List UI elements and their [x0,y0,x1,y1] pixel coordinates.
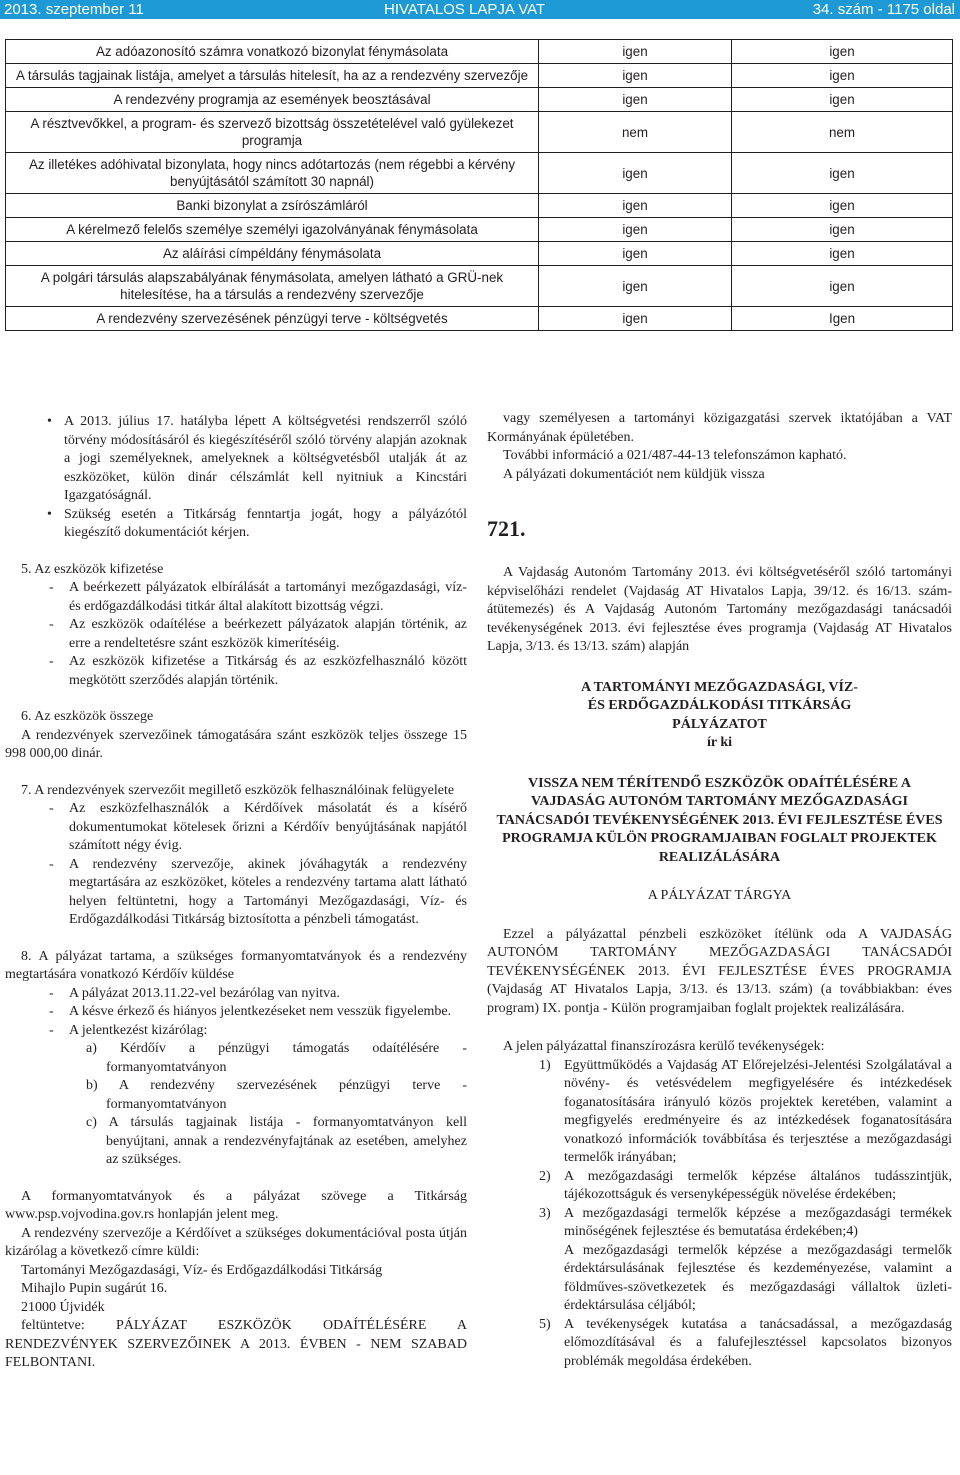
list-item-text: Együttműködés a Vajdaság AT Előrejelzési-Jelentési Szolgálatával a növény- és vetésvédelem megfigyelésére és intézkedések foganatosítására irányuló közös projektek keretében, valamint a megfigyelés eredményeire és az intézkedések foganatosítására vonatkozó információk továbbítása és terjesztése a mezőgazdasági termelők irányában; [564,1057,952,1165]
list-item-text: A tevékenységek kutatása a tanácsadással, a mezőgazdaság előmozdításával és a falufejlesztéssel kapcsolatos bizonyos problémák megoldása érdekében. [564,1316,952,1369]
address-line: 21000 Újvidék [21,1299,105,1315]
decision-number: 721. [487,516,526,541]
issuer-line: PÁLYÁZATOT [672,716,767,732]
section-heading-subject: A PÁLYÁZAT TÁRGYA [647,888,792,903]
paragraph: A rendezvények szervezőinek támogatására szánt eszközök teljes összege 15 998 000,00 dinár. [5,727,467,761]
list-item: - A rendezvény szervezője, akinek jóváhagyták a rendezvény megtartására az eszközöket, köteles a rendezvény tartama alatt látható helyen feltüntetni, hogy a Tartományi Mezőgazdasági, Víz- és Erdőgazdálkodási Titkárság biztosította a pénzbeli támogatást. [5,856,467,930]
list-item-text: A mezőgazdasági termelők képzése általános tudásszintjük, tájékozottságuk és versenyképességük növelése érdekében; [564,1168,952,1202]
issuer-block [487,679,952,753]
table-cell-value: igen [732,218,953,242]
table-cell-document: A rendezvény szervezésének pénzügyi terve - költségvetés [6,307,539,331]
section-heading-8: 8. A pályázat tartama, a szükséges formanyomtatványok és a rendezvény megtartására vonatkozó Kérdőív küldése [5,948,467,982]
section-heading-7: 7. A rendezvények szervezőit megillető eszközök felhasználóinak felügyelete [21,782,455,798]
paragraph: További információ a 021/487-44-13 telefonszámon kapható. [503,448,847,463]
table-row [6,307,953,331]
list-item: - A beérkezett pályázatok elbírálását a tartományi mezőgazdasági, víz- és erdőgazdálkodási titkár által alakított bizottság végzi. [5,579,467,616]
table-row [6,88,953,112]
table-row [6,218,953,242]
table-row [6,112,953,153]
list-item [487,1205,952,1242]
table-cell-value: Igen [732,307,953,331]
table-cell-value: igen [539,40,732,64]
header-issue: 34. szám - 1175 oldal [812,1,955,18]
section-heading-5: 5. Az eszközök kifizetése [21,561,164,577]
list-item [487,1316,952,1372]
table-row [6,153,953,194]
list-item-text: A mezőgazdasági termelők képzése a mezőgazdasági termékek minőségének fejlesztése és bemutatása érdekében;4) [564,1205,952,1239]
table-cell-value: nem [539,112,732,153]
table-cell-document: Az illetékes adóhivatal bizonylata, hogy nincs adótartozás (nem régebbi a kérvény benyújtásától számított 30 napnál) [6,153,539,194]
table-cell-document: Az adóazonosító számra vonatkozó bizonylat fénymásolata [6,40,539,64]
list-item-number: 1) [539,1057,551,1073]
table-row [6,40,953,64]
list-item-text: A mezőgazdasági termelők képzése a mezőgazdasági termelők érdektársulásának fejlesztése és kezdeményezése, valamint a földműves-szövetkezetek és mezőgazdasági vállaltok üzleti-érdektársulása céljából; [564,1242,952,1313]
list-item: - Az eszközfelhasználók a Kérdőívek másolatát és a kísérő dokumentumokat kötelesek őrizni a Kérdőív benyújtásának napjától számított négy évig. [5,800,467,856]
table-cell-value: igen [539,218,732,242]
table-cell-value: igen [539,153,732,194]
table-cell-value: igen [539,88,732,112]
paragraph: A formanyomtatványok és a pályázat szövege a Titkárság www.psp.vojvodina.gov.rs honlapján jelent meg. [5,1188,467,1222]
paragraph: Ezzel a pályázattal pénzbeli eszközöket ítélünk oda A VAJDASÁG AUTONÓM TARTOMÁNY MEZŐGAZDASÁGI TANÁCSADÓI TEVÉKENYSÉGÉNEK 2013. ÉVI FEJLESZTÉSE ÉVES PROGRAMJA (Vajdaság AT Hivatalos Lapja, 3/13. és 13/13. szám) (a továbbiakban: éves program) IX. pontja - Külön programjaiban foglalt projektek realizálására. [487,926,952,1016]
requirements-table [5,39,953,331]
header-date: 2013. szeptember 11 [4,1,144,18]
section-heading-6: 6. Az eszközök összege [21,709,154,724]
table-cell-document: Az aláírási címpéldány fénymásolata [6,242,539,266]
list-item [487,1168,952,1205]
list-item: - A jelentkezést kizárólag: [5,1022,467,1041]
paragraph: A jelen pályázattal finanszírozásra kerülő tevékenységek: [503,1039,825,1054]
list-item-number: 5) [539,1316,551,1332]
list-item: - A pályázat 2013.11.22-vel bezárólag van nyitva. [5,985,467,1004]
paragraph: A rendezvény szervezője a Kérdőívet a szükséges dokumentációval posta útján kizárólag a következő címre küldi: [5,1225,467,1259]
table-cell-value: igen [732,40,953,64]
sub-list-item: b) A rendezvény szervezésének pénzügyi terve - formanyomtatványon [86,1078,467,1112]
address-line: Mihajlo Pupin sugárút 16. [21,1281,168,1296]
page-header [0,0,960,19]
bullet-item: • Szükség esetén a Titkárság fenntartja jogát, hogy a pályázótól kiegészítő dokumentációt kérjen. [5,506,467,543]
table-cell-document: A rendezvény programja az események beosztásával [6,88,539,112]
list-item-number: 3) [539,1205,551,1221]
list-item: - Az eszközök kifizetése a Titkárság és az eszközfelhasználó között megkötött szerződés alapján történik. [5,653,467,690]
paragraph: feltüntetve: PÁLYÁZAT ESZKÖZÖK ODAÍTÉLÉSÉRE A RENDEZVÉNYEK SZERVEZŐINEK A 2013. ÉVBEN - NEM SZABAD FELBONTANI. [5,1318,467,1370]
right-column [487,410,952,1371]
paragraph: vagy személyesen a tartományi közigazgatási szervek iktatójában a VAT Kormányának épületében. [487,411,952,445]
address-line: Tartományi Mezőgazdasági, Víz- és Erdőgazdálkodási Titkárság [21,1262,383,1278]
issuer-line: ír ki [706,735,733,750]
table-cell-value: igen [732,266,953,307]
table-row [6,194,953,218]
list-item: - A késve érkező és hiányos jelentkezéseket nem vesszük figyelembe. [5,1003,467,1022]
table-cell-value: igen [539,307,732,331]
list-item-number: 2) [539,1168,551,1184]
table-cell-document: Banki bizonylat a zsírószámláról [6,194,539,218]
table-cell-document: A társulás tagjainak listája, amelyet a társulás hitelesít, ha az a rendezvény szervezője [6,64,539,88]
table-cell-value: igen [732,88,953,112]
competition-title: VISSZA NEM TÉRÍTENDŐ ESZKÖZÖK ODAÍTÉLÉSÉRE A VAJDASÁG AUTONÓM TARTOMÁNY MEZŐGAZDASÁGI TANÁCSADÓI TEVÉKENYSÉGÉNEK 2013. ÉVI FEJLESZTÉSE ÉVES PROGRAMJA KÜLÖN PROGRAMJAIBAN FOGLALT PROJEKTEK REALIZÁLÁSÁRA [496,775,943,865]
table-row [6,64,953,88]
sub-list-item: c) A társulás tagjainak listája - formanyomtatványon kell benyújtani, annak a rendezvényfajtának az esetében, amelyhez az szükséges. [86,1115,467,1167]
bullet-item: • A 2013. július 17. hatályba lépett A költségvetési rendszerről szóló törvény módosításáról és kiegészítéséről szóló törvény alapján azoknak a jogi személyeknek, amelyeknek a költségvetésből utalják át az eszközöket, külön dinár célszámlát kell nyitniuk a Kincstári Igazgatóságnál. [5,413,467,506]
paragraph: A Vajdaság Autonóm Tartomány 2013. évi költségvetéséről szóló tartományi képviselőházi rendelet (Vajdaság AT Hivatalos Lapja, 39/12. és 16/13. szám-átütemezés) és A Vajdaság Autonóm Tartomány mezőgazdasági tanácsadói tevékenységének 2013. évi fejlesztése éves programja (Vajdaság AT Hivatalos Lapja, 3/13. és 13/13. szám) alapján [487,565,952,654]
left-column [5,395,467,1373]
table-cell-value: igen [539,194,732,218]
issuer-line: A TARTOMÁNYI MEZŐGAZDASÁGI, VÍZ- [581,679,858,695]
table-cell-value: igen [732,153,953,194]
list-item [487,1057,952,1168]
table-cell-document: A polgári társulás alapszabályának fénymásolata, amelyen látható a GRÜ-nek hitelesítése, ha a társulás a rendezvény szervezője [6,266,539,307]
list-item: - Az eszközök odaítélése a beérkezett pályázatok alapján történik, az erre a rendeltetésre szánt eszközök kimerítéséig. [5,616,467,653]
table-cell-value: igen [539,266,732,307]
table-cell-value: igen [732,242,953,266]
paragraph: A pályázati dokumentációt nem küldjük vissza [503,466,765,482]
table-cell-value: igen [732,64,953,88]
table-cell-value: nem [732,112,953,153]
table-row [6,242,953,266]
table-cell-value: igen [539,242,732,266]
table-cell-value: igen [539,64,732,88]
table-cell-document: A kérelmező felelős személye személyi igazolványának fénymásolata [6,218,539,242]
table-row [6,266,953,307]
sub-list-item: a) Kérdőív a pénzügyi támogatás odaítélésére - formanyomtatványon [86,1041,467,1075]
table-cell-document: A résztvevőkkel, a program- és szervező bizottság összetételével való gyülekezet programja [6,112,539,153]
issuer-line: ÉS ERDŐGAZDÁLKODÁSI TITKÁRSÁG [587,698,852,713]
table-cell-value: igen [732,194,953,218]
header-title: HIVATALOS LAPJA VAT [384,1,546,18]
